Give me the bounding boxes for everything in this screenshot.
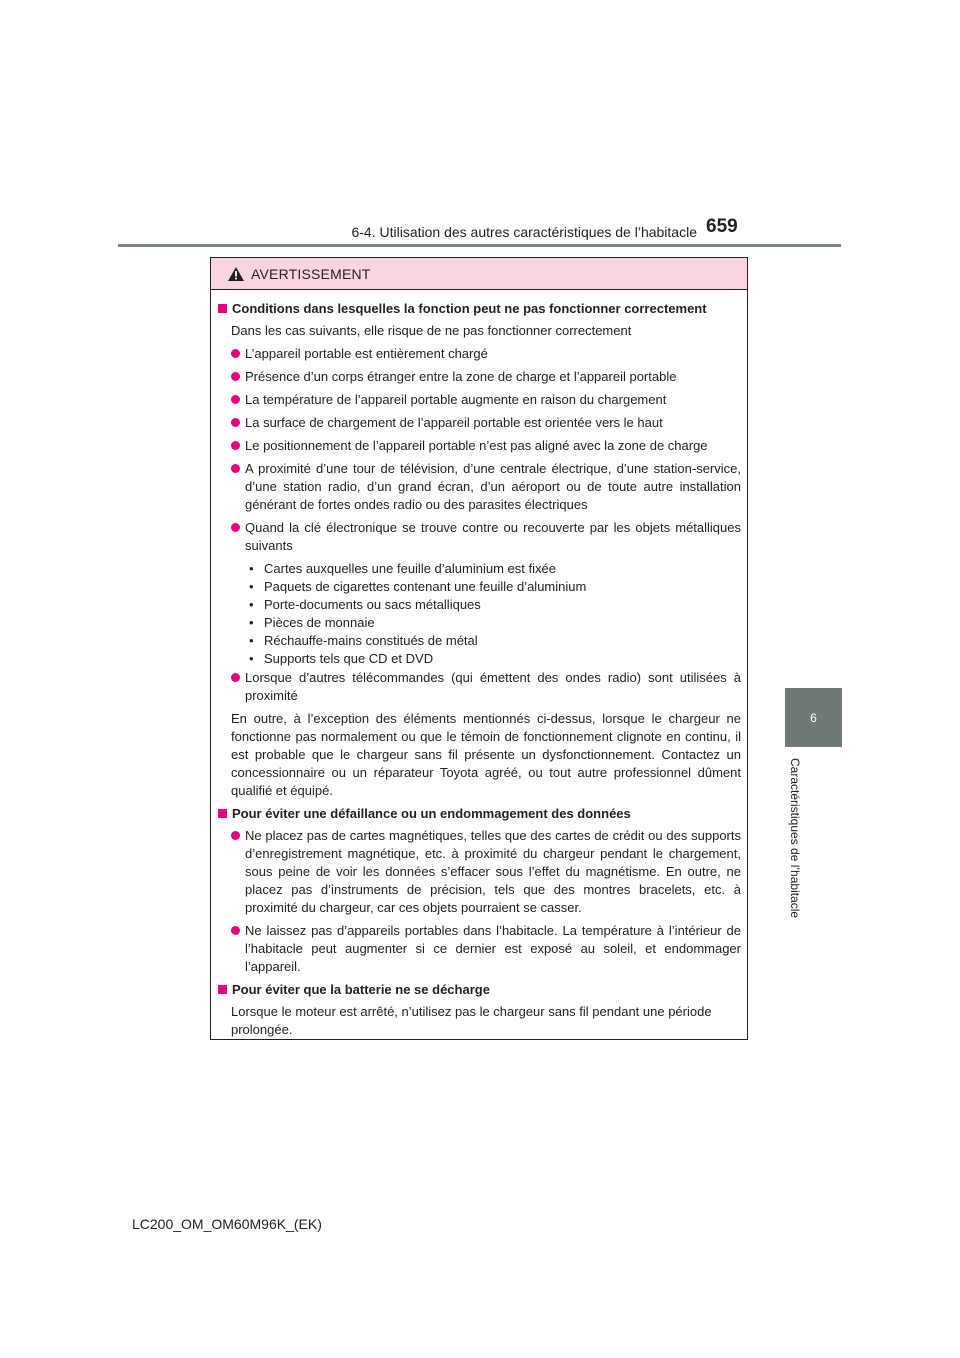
circle-bullet-icon (231, 831, 240, 840)
circle-bullet-icon (231, 418, 240, 427)
sub-list-item: • Pièces de monnaie (249, 615, 375, 630)
list-item: La surface de chargement de l’appareil portable est orientée vers le haut (231, 414, 741, 432)
warning-body (211, 290, 747, 1039)
warning-title: AVERTISSEMENT (251, 265, 371, 282)
document-code: LC200_OM_OM60M96K_(EK) (132, 1216, 322, 1232)
list-item: Quand la clé électronique se trouve contre ou recouverte par les objets métalliques suivants (231, 519, 741, 555)
square-bullet-icon (218, 304, 227, 313)
list-item: Ne laissez pas d’appareils portables dans l’habitacle. La température à l’intérieur de l’habitacle peut augmenter si ce dernier est exposé au soleil, et endommager l’appareil. (231, 922, 741, 976)
section-heading: Conditions dans lesquelles la fonction peut ne pas fonctionner correctement (217, 300, 741, 318)
list-item: La température de l’appareil portable augmente en raison du chargement (231, 391, 741, 409)
section-heading: Pour éviter une défaillance ou un endommagement des données (217, 805, 741, 823)
circle-bullet-icon (231, 926, 240, 935)
page-number: 659 (706, 216, 738, 237)
section-header: 6-4. Utilisation des autres caractéristiques de l’habitacle (351, 224, 697, 240)
circle-bullet-icon (231, 464, 240, 473)
list-item: Lorsque d’autres télécommandes (qui émettent des ondes radio) sont utilisées à proximité (231, 669, 741, 705)
list-item: L’appareil portable est entièrement chargé (231, 345, 741, 363)
circle-bullet-icon (231, 441, 240, 450)
section-intro: Dans les cas suivants, elle risque de ne pas fonctionner correctement (231, 323, 632, 338)
warning-box (210, 257, 748, 1040)
sub-list (249, 560, 741, 668)
chapter-tab (785, 688, 842, 747)
square-bullet-icon (218, 985, 227, 994)
sub-list-item: • Cartes auxquelles une feuille d’aluminium est fixée (249, 561, 556, 576)
circle-bullet-icon (231, 372, 240, 381)
chapter-number: 6 (810, 710, 817, 725)
warning-header (211, 258, 747, 290)
sub-list-item: • Paquets de cigarettes contenant une feuille d’aluminium (249, 579, 587, 594)
warning-triangle-icon (227, 266, 245, 282)
section-heading: Pour éviter que la batterie ne se décharge (217, 981, 741, 999)
header-rule (118, 244, 841, 247)
circle-bullet-icon (231, 523, 240, 532)
circle-bullet-icon (231, 349, 240, 358)
sub-list-item: • Supports tels que CD et DVD (249, 651, 434, 666)
list-item: Le positionnement de l’appareil portable n’est pas aligné avec la zone de charge (231, 437, 741, 455)
sub-list-item: • Porte-documents ou sacs métalliques (249, 597, 481, 612)
chapter-label: Caractéristiques de l’habitacle (788, 758, 802, 919)
square-bullet-icon (218, 809, 227, 818)
list-item: Ne placez pas de cartes magnétiques, telles que des cartes de crédit ou des supports d’enregistrement magnétique, etc. à proximité du chargeur pendant le chargement, sous peine de voir les données s’effacer sous l’effet du magnétisme. En outre, ne placez pas d’instruments de précision, tels que des montres bracelets, etc. à proximité du chargeur, car ces objets pourraient se casser. (231, 827, 741, 917)
sub-list-item: • Réchauffe-mains constitués de métal (249, 633, 478, 648)
section-closing: En outre, à l’exception des éléments mentionnés ci-dessus, lorsque le chargeur ne fonctionne pas normalement ou que le témoin de fonctionnement clignote en continu, il est probable que le chargeur sans fil présente un dysfonctionnement. Contactez un concessionnaire ou un réparateur Toyota agréé, ou tout autre professionnel dûment qualifié et équipé. (231, 711, 741, 798)
list-item: Présence d’un corps étranger entre la zone de charge et l’appareil portable (231, 368, 741, 386)
list-item: A proximité d’une tour de télévision, d’une centrale électrique, d’une station-service, d’une station radio, d’un grand écran, d’un aéroport ou de toute autre installation générant de fortes ondes radio ou des parasites électriques (231, 460, 741, 514)
circle-bullet-icon (231, 395, 240, 404)
circle-bullet-icon (231, 673, 240, 682)
section-intro: Lorsque le moteur est arrêté, n’utilisez pas le chargeur sans fil pendant une période prolongée. (231, 1004, 712, 1037)
